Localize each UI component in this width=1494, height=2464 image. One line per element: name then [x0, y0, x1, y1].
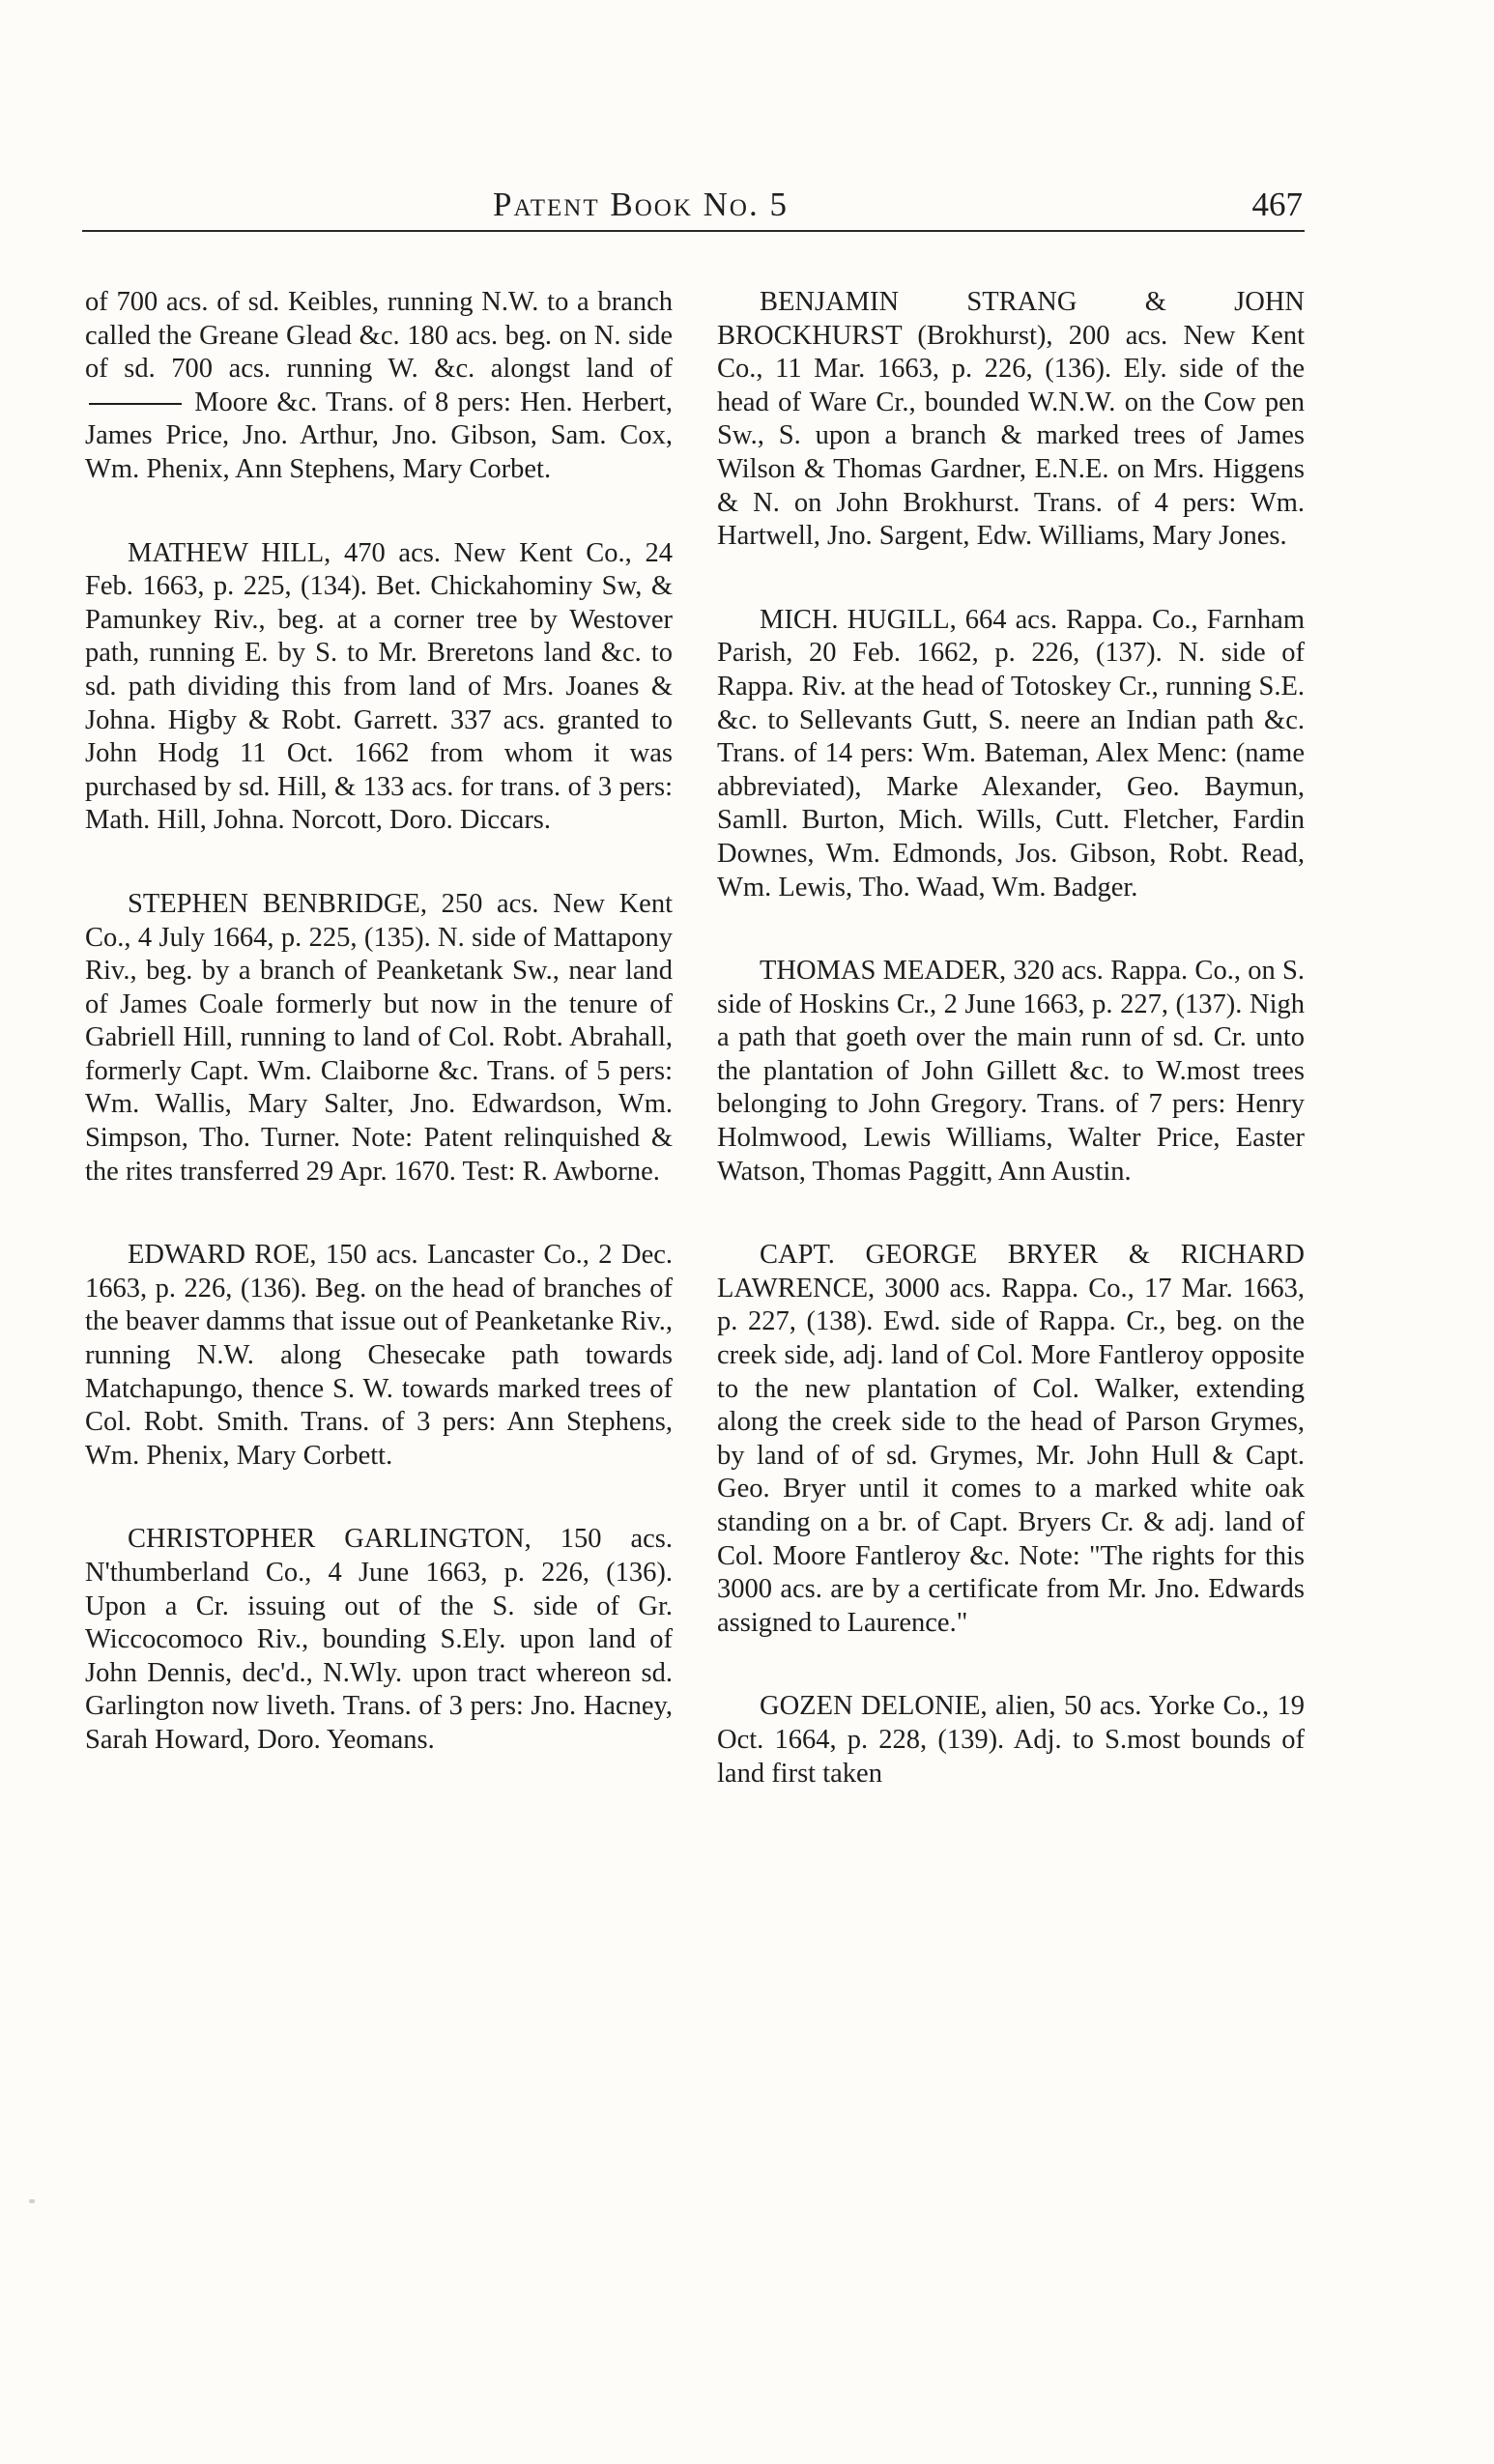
scan-speck — [29, 2199, 35, 2203]
patent-entry-christopher-garlington: CHRISTOPHER GARLINGTON, 150 acs. N'thumberland Co., 4 June 1663, p. 226, (136). Upon a Cr. issuing out of the S. side of Gr. Wiccocomoco Riv., bounding S.Ely. upon land of John Dennis, dec'd., N.Wly. upon tract whereon sd. Garlington now liveth. Trans. of 3 pers: Jno. Hacney, Sarah Howard, Doro. Yeomans. — [85, 1524, 673, 1755]
patent-entry-mich-hugill: MICH. HUGILL, 664 acs. Rappa. Co., Farnham Parish, 20 Feb. 1662, p. 226, (137). N. side of Rappa. Riv. at the head of Totoskey Cr., running S.E. &c. to Sellevants Gutt, S. neere an Indian path &c. Trans. of 14 pers: Wm. Bateman, Alex Menc: (name abbreviated), Marke Alexander, Geo. Baymun, Samll. Burton, Mich. Wills, Cutt. Fletcher, Fardin Downes, Wm. Edmonds, Jos. Gibson, Robt. Read, Wm. Lewis, Tho. Waad, Wm. Badger. — [717, 604, 1305, 903]
page-number: 467 — [1251, 186, 1303, 223]
patent-entry-gozen-delonie: GOZEN DELONIE, alien, 50 acs. Yorke Co., 19 Oct. 1664, p. 228, (139). Adj. to S.most bounds of land first taken — [717, 1691, 1305, 1789]
running-title: Patent Book No. 5 — [493, 186, 789, 223]
patent-entry-benjamin-strang: BENJAMIN STRANG & JOHN BROCKHURST (Brokhurst), 200 acs. New Kent Co., 11 Mar. 1663, p. 226, (136). Ely. side of the head of Ware Cr., bounded W.N.W. on the Cow pen Sw., S. upon a branch & marked trees of James Wilson & Thomas Gardner, E.N.E. on Mrs. Higgens & N. on John Brokhurst. Trans. of 4 pers: Wm. Hartwell, Jno. Sargent, Edw. Williams, Mary Jones. — [717, 287, 1305, 552]
patent-entry-edward-roe: EDWARD ROE, 150 acs. Lancaster Co., 2 Dec. 1663, p. 226, (136). Beg. on the head of branches of the beaver damms that issue out of Peanketanke Riv., running N.W. along Chesecake path towards Matchapungo, thence S. W. towards marked trees of Col. Robt. Smith. Trans. of 3 pers: Ann Stephens, Wm. Phenix, Mary Corbett. — [85, 1240, 673, 1471]
patent-entry-thomas-meader: THOMAS MEADER, 320 acs. Rappa. Co., on S. side of Hoskins Cr., 2 June 1663, p. 227, (137). Nigh a path that goeth over the main runn of sd. Cr. unto the plantation of John Gillett &c. to W.most trees belonging to John Gregory. Trans. of 7 pers: Henry Holmwood, Lewis Williams, Walter Price, Easter Watson, Thomas Paggitt, Ann Austin. — [717, 956, 1305, 1187]
running-header — [82, 180, 1305, 232]
omitted-name-rule — [89, 403, 182, 405]
patent-entry-stephen-benbridge: STEPHEN BENBRIDGE, 250 acs. New Kent Co., 4 July 1664, p. 225, (135). N. side of Mattapony Riv., beg. by a branch of Peanketank Sw., near land of James Coale formerly but now in the tenure of Gabriell Hill, running to land of Col. Robt. Abrahall, formerly Capt. Wm. Claiborne &c. Trans. of 5 pers: Wm. Wallis, Mary Salter, Jno. Edwardson, Wm. Simpson, Tho. Turner. Note: Patent relinquished & the rites transferred 29 Apr. 1670. Test: R. Awborne. — [85, 888, 673, 1187]
patent-entry-continuation — [85, 286, 673, 487]
left-column — [85, 286, 673, 1808]
right-column — [717, 286, 1305, 1841]
patent-entry-mathew-hill: MATHEW HILL, 470 acs. New Kent Co., 24 Feb. 1663, p. 225, (134). Bet. Chickahominy Sw, & Pamunkey Riv., beg. at a corner tree by Westover path, running E. by S. to Mr. Breretons land &c. to sd. path dividing this from land of Mrs. Joanes & Johna. Higby & Robt. Garrett. 337 acs. granted to John Hodg 11 Oct. 1662 from whom it was purchased by sd. Hill, & 133 acs. for trans. of 3 pers: Math. Hill, Johna. Norcott, Doro. Diccars. — [85, 537, 673, 836]
patent-entry-george-bryer: CAPT. GEORGE BRYER & RICHARD LAWRENCE, 3000 acs. Rappa. Co., 17 Mar. 1663, p. 227, (138). Ewd. side of Rappa. Cr., beg. on the creek side, adj. land of Col. More Fantleroy opposite to the new plantation of Col. Walker, extending along the creek side to the head of Parson Grymes, by land of of sd. Grymes, Mr. John Hull & Capt. Geo. Bryer until it comes to a marked white oak standing on a br. of Capt. Bryers Cr. & adj. land of Col. Moore Fantleroy &c. Note: "The rights for this 3000 acs. are by a certificate from Mr. Jno. Edwards assigned to Laurence." — [717, 1240, 1305, 1638]
entry-text-part-a: of 700 acs. of sd. Keibles, running N.W. to a branch called the Greane Glead &c. 180 acs. beg. on N. side of sd. 700 acs. running W. &c. alongst land of — [85, 287, 673, 385]
entry-text-part-b: Moore &c. Trans. of 8 pers: Hen. Herbert, James Price, Jno. Arthur, Jno. Gibson, Sam. Cox, Wm. Phenix, Ann Stephens, Mary Corbet. — [85, 387, 674, 484]
